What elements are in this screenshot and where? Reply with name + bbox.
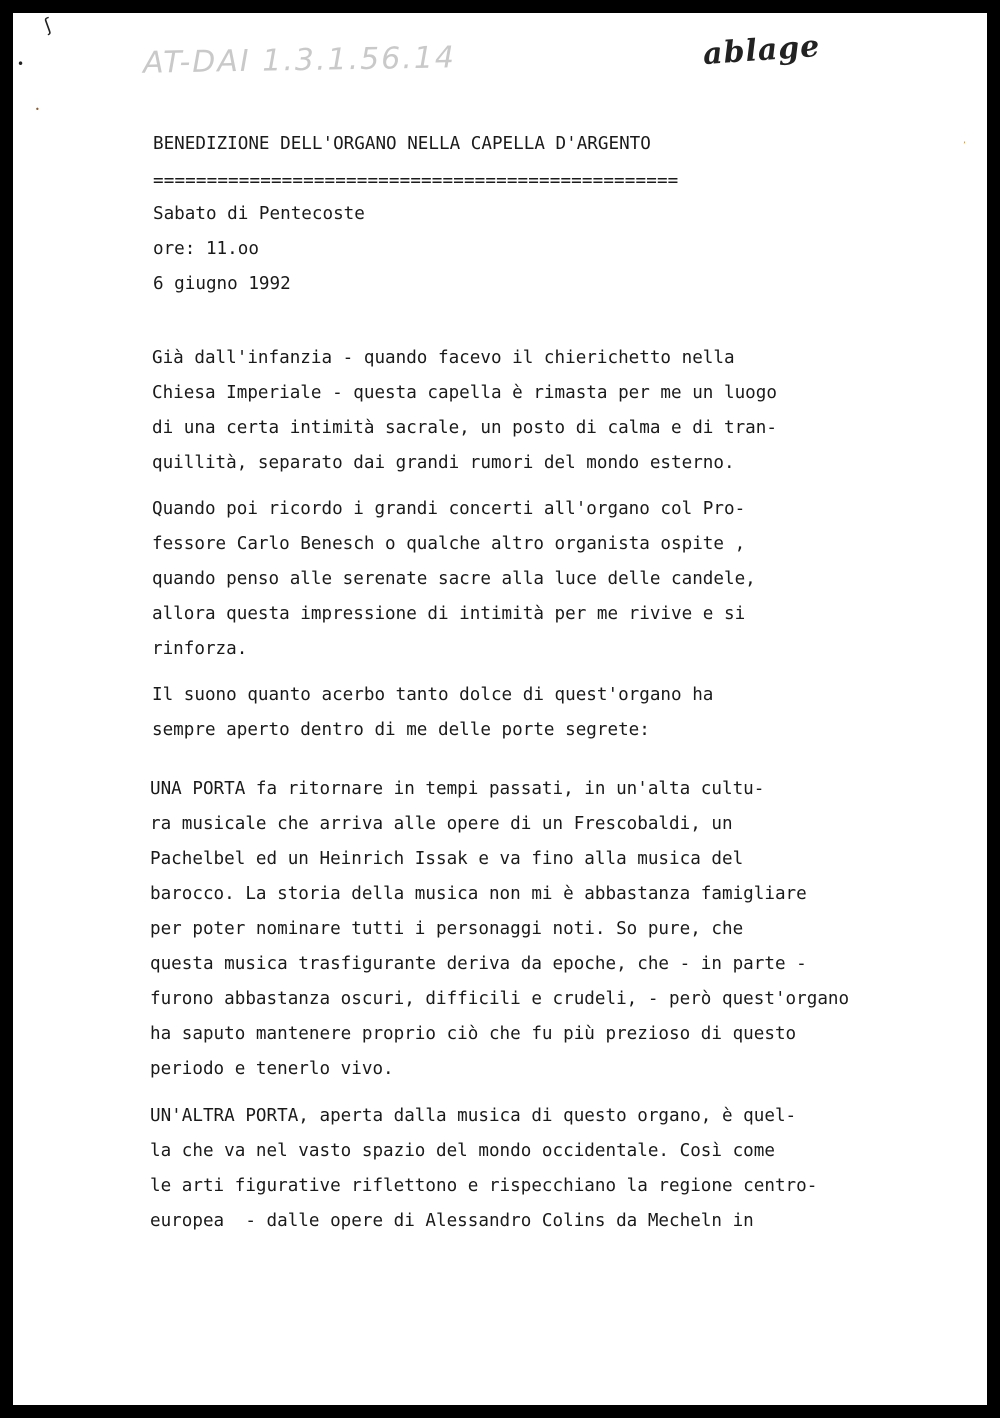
- archive-stamp: AT-DAI 1.3.1.56.14: [142, 40, 457, 81]
- ink-mark: ʃ: [41, 14, 55, 37]
- body-line: allora questa impressione di intimità per me rivive e si: [152, 604, 746, 624]
- body-line: ha saputo mantenere proprio ciò che fu più prezioso di questo: [150, 1024, 797, 1044]
- title-underline: =================================================: [153, 171, 679, 191]
- ink-dot: •: [17, 57, 25, 71]
- body-line: le arti figurative riflettono e rispecchiano la regione centro-: [150, 1176, 818, 1196]
- handwritten-note: ablage: [701, 28, 822, 73]
- body-line: europea - dalle opere di Alessandro Colins da Mecheln in: [150, 1211, 754, 1231]
- body-line: Il suono quanto acerbo tanto dolce di quest'organo ha: [152, 685, 714, 705]
- body-line: Pachelbel ed un Heinrich Issak e va fino alla musica del: [150, 849, 744, 869]
- body-line: UNA PORTA fa ritornare in tempi passati, in un'alta cultu-: [150, 779, 765, 799]
- meta-date: 6 giugno 1992: [153, 274, 291, 294]
- document-page: [13, 13, 987, 1405]
- body-line: rinforza.: [152, 639, 248, 659]
- body-line: di una certa intimità sacrale, un posto di calma e di tran-: [152, 418, 777, 438]
- meta-time: ore: 11.oo: [153, 239, 259, 259]
- body-line: Già dall'infanzia - quando facevo il chierichetto nella: [152, 348, 735, 368]
- body-line: Quando poi ricordo i grandi concerti all'organo col Pro-: [152, 499, 746, 519]
- body-line: UN'ALTRA PORTA, aperta dalla musica di questo organo, è quel-: [150, 1106, 797, 1126]
- body-line: quillità, separato dai grandi rumori del mondo esterno.: [152, 453, 735, 473]
- body-line: questa musica trasfigurante deriva da epoche, che - in parte -: [150, 954, 807, 974]
- body-line: quando penso alle serenate sacre alla luce delle candele,: [152, 569, 756, 589]
- document-title: BENEDIZIONE DELL'ORGANO NELLA CAPELLA D'ARGENTO: [153, 134, 651, 154]
- body-line: ra musicale che arriva alle opere di un Frescobaldi, un: [150, 814, 733, 834]
- ink-dot: •: [35, 105, 40, 114]
- ink-dot: ’: [963, 141, 966, 151]
- body-line: Chiesa Imperiale - questa capella è rimasta per me un luogo: [152, 383, 777, 403]
- body-line: fessore Carlo Benesch o qualche altro organista ospite ,: [152, 534, 746, 554]
- body-line: la che va nel vasto spazio del mondo occidentale. Così come: [150, 1141, 775, 1161]
- body-line: sempre aperto dentro di me delle porte segrete:: [152, 720, 650, 740]
- body-line: periodo e tenerlo vivo.: [150, 1059, 394, 1079]
- body-line: per poter nominare tutti i personaggi noti. So pure, che: [150, 919, 744, 939]
- meta-day: Sabato di Pentecoste: [153, 204, 365, 224]
- body-line: furono abbastanza oscuri, difficili e crudeli, - però quest'organo: [150, 989, 850, 1009]
- body-line: barocco. La storia della musica non mi è abbastanza famigliare: [150, 884, 807, 904]
